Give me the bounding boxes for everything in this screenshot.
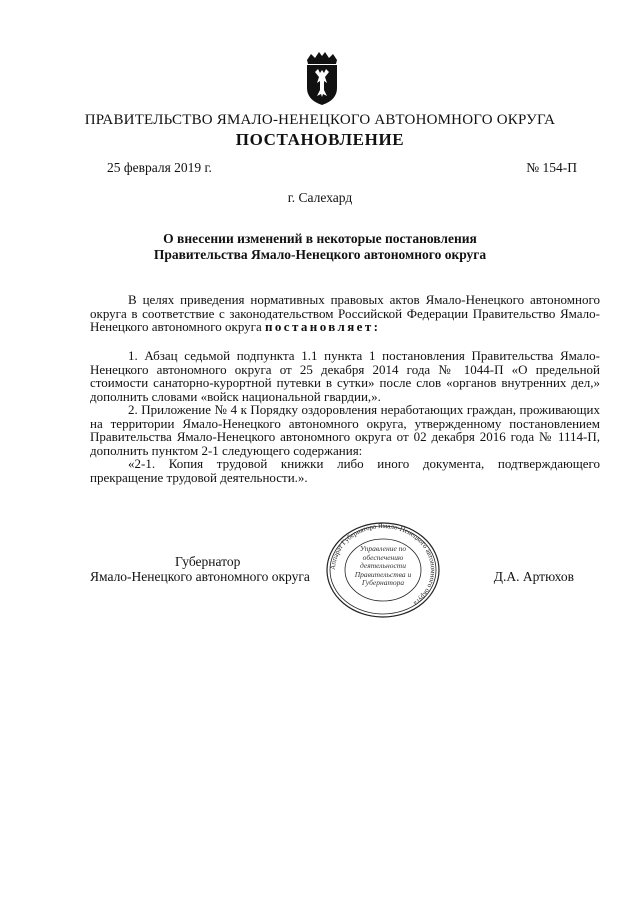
decree-item-1: 1. Абзац седьмой подпункта 1.1 пункта 1 постановления Правительства Ямало-Ненецкого автономного округа от 25 декабря 2014 года № 1044-П «О предельной стоимости санаторно-курортной путевки в сутки» после слов «органов внутренних дел,» дополнить словами «войск национальной гвардии,».: [90, 348, 600, 404]
preamble-text: В целях приведения нормативных правовых актов Ямало-Ненецкого автономного округа в соответствие с законодательством Российской Федерации Правительство Ямало-Ненецкого автономного округа: [90, 292, 600, 334]
decree-item-2-1: «2-1. Копия трудовой книжки либо иного документа, подтверждающего прекращение трудовой деятельности.».: [90, 456, 600, 485]
coat-of-arms-icon: [303, 50, 341, 106]
decree-word: постановляет:: [265, 319, 381, 334]
document-city: г. Салехард: [287, 190, 353, 205]
document-subject: [0, 231, 640, 263]
signatory-title-line-1: Губернатор: [175, 554, 241, 569]
subject-line-2: Правительства Ямало-Ненецкого автономного округа: [153, 247, 487, 262]
document-type: ПОСТАНОВЛЕНИЕ: [235, 130, 405, 149]
subject-line-1: О внесении изменений в некоторые постановления: [163, 231, 477, 246]
decree-item-2: 2. Приложение № 4 к Порядку оздоровления неработающих граждан, проживающих на территории Ямало-Ненецкого автономного округа, утвержденному постановлением Правительства Ямало-Ненецкого автономного округа от 02 декабря 2016 года № 1114-П, дополнить пунктом 2-1 следующего содержания:: [90, 402, 600, 458]
signatory-name: Д.А. Артюхов: [493, 569, 574, 584]
signatory-title-line-2: Ямало-Ненецкого автономного округа: [90, 569, 310, 584]
decree-items: [90, 349, 600, 484]
preamble: [90, 293, 600, 334]
government-title: ПРАВИТЕЛЬСТВО ЯМАЛО-НЕНЕЦКОГО АВТОНОМНОГО ОКРУГА: [84, 112, 556, 128]
document-date: 25 февраля 2019 г.: [107, 160, 212, 175]
document-number: № 154-П: [526, 160, 577, 175]
seal-ring-textpath: Аппарат Губернатора Ямало-Ненецкого автономного округа: [328, 521, 438, 608]
seal-center-text: Управление по обеспечению деятельности Правительства и Губернатора: [354, 544, 412, 587]
